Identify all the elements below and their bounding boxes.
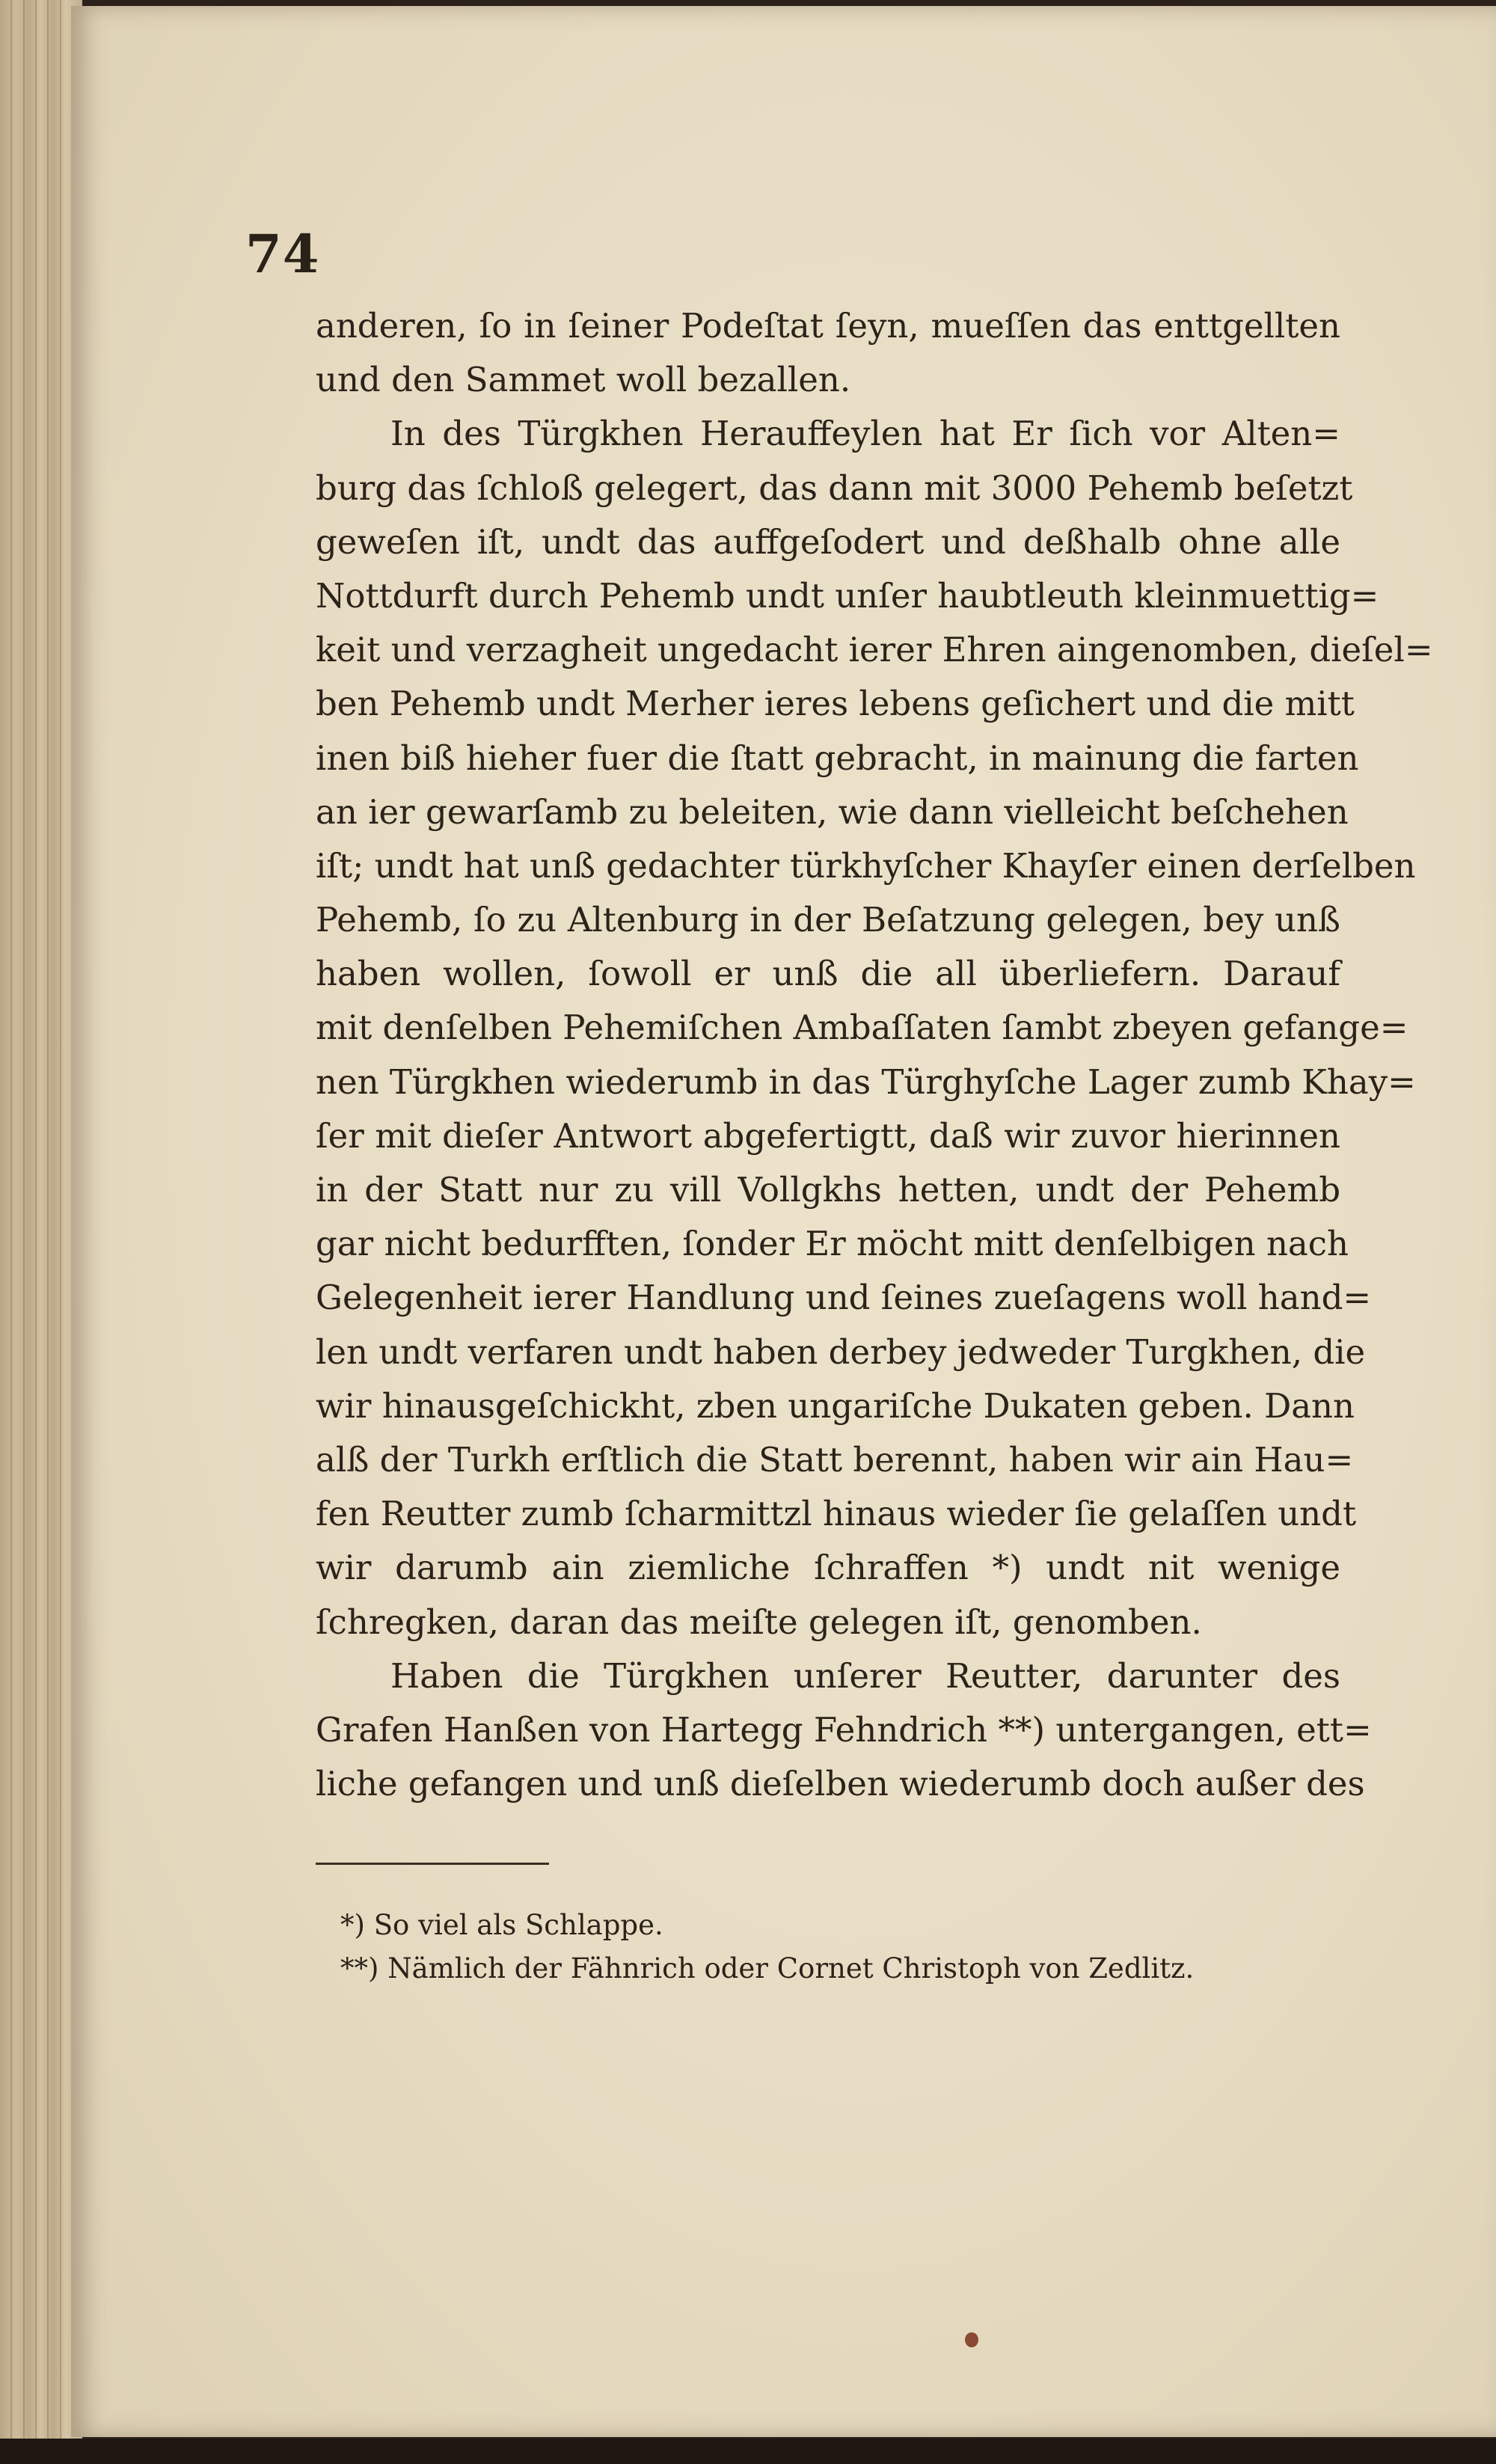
text-line: ben Pehemb undt Merher ieres lebens geſichert und die mitt — [316, 684, 1355, 724]
text-line: liche gefangen und unß dieſelben wiederumb doch außer des — [316, 1764, 1365, 1804]
text-line: inen biß hieher fuer die ſtatt gebracht, in mainung die farten — [316, 738, 1359, 778]
footnote: **) Nämlich der Fähnrich oder Cornet Christoph von Zedlitz. — [340, 1952, 1195, 1985]
ink-spot — [965, 2332, 978, 2347]
text-line: mit denſelben Pehemiſchen Ambaſſaten ſambt zbeyen gefange= — [316, 1008, 1408, 1048]
text-line: keit und verzagheit ungedacht ierer Ehren aingenomben, dieſel= — [316, 630, 1433, 670]
text-line: Gelegenheit ierer Handlung und ſeines zueſagens woll hand= — [316, 1278, 1372, 1318]
footnote-divider — [316, 1863, 549, 1865]
text-line: Pehemb, ſo zu Altenburg in der Beſatzung gelegen, bey unß — [316, 900, 1340, 940]
text-line: burg das ſchloß gelegert, das dann mit 3000 Pehemb beſetzt — [316, 468, 1353, 508]
page-edge-line — [10, 0, 12, 2464]
book-page-edges — [0, 0, 82, 2464]
text-line: gar nicht bedurfften, ſonder Er möcht mitt denſelbigen nach — [316, 1224, 1349, 1264]
text-line: alß der Turkh erſtlich die Statt berennt, haben wir ain Hau= — [316, 1439, 1354, 1480]
text-line: len undt verfaren undt haben derbey jedweder Turgkhen, die — [316, 1331, 1366, 1372]
body-text — [316, 299, 1433, 1811]
page-number: 74 — [245, 223, 320, 285]
text-line: wir hinausgeſchickht, zben ungariſche Dukaten geben. Dann — [316, 1385, 1355, 1426]
footnote: *) So viel als Schlappe. — [340, 1909, 663, 1941]
text-line: ſchregken, daran das meiſte gelegen iſt, genomben. — [316, 1602, 1202, 1642]
page-edge-line — [23, 0, 25, 2464]
text-line: iſt; undt hat unß gedachter türkhyſcher Khayſer einen derſelben — [316, 845, 1416, 886]
text-line: wir darumb ain ziemliche ſchraffen *) undt nit wenige — [316, 1548, 1340, 1588]
page-edge-line — [35, 0, 37, 2464]
text-line: ſer mit dieſer Antwort abgefertigtt, daß wir zuvor hierinnen — [316, 1115, 1340, 1156]
scan-border — [0, 2439, 1496, 2464]
page-edge-line — [47, 0, 49, 2464]
footnotes — [340, 1904, 1194, 1990]
text-line: an ier gewarſamb zu beleiten, wie dann vielleicht beſchehen — [316, 791, 1349, 832]
text-line: fen Reutter zumb ſcharmittzl hinaus wieder ſie gelaſſen undt — [316, 1494, 1357, 1534]
text-line: und den Sammet woll bezallen. — [316, 360, 851, 400]
text-line: Haben die Türgkhen unſerer Reutter, darunter des — [390, 1655, 1340, 1696]
text-line: nen Türgkhen wiederumb in das Türghyſche Lager zumb Khay= — [316, 1061, 1416, 1102]
text-line: Nottdurft durch Pehemb undt unſer haubtleuth kleinmuettig= — [316, 575, 1379, 616]
text-line: in der Statt nur zu vill Vollgkhs hetten, undt der Pehemb — [316, 1170, 1340, 1210]
text-line: In des Türgkhen Herauffeylen hat Er ſich vor Alten= — [390, 414, 1340, 454]
page-edge-line — [60, 0, 61, 2464]
text-line: haben wollen, ſowoll er unß die all überliefern. Darauf — [316, 954, 1340, 994]
text-line: anderen, ſo in ſeiner Podeſtat ſeyn, mueſſen das enttgellten — [316, 306, 1340, 346]
text-line: Grafen Hanßen von Hartegg Fehndrich **) untergangen, ett= — [316, 1709, 1372, 1750]
text-line: geweſen iſt, undt das auffgeſodert und deßhalb ohne alle — [316, 521, 1340, 562]
